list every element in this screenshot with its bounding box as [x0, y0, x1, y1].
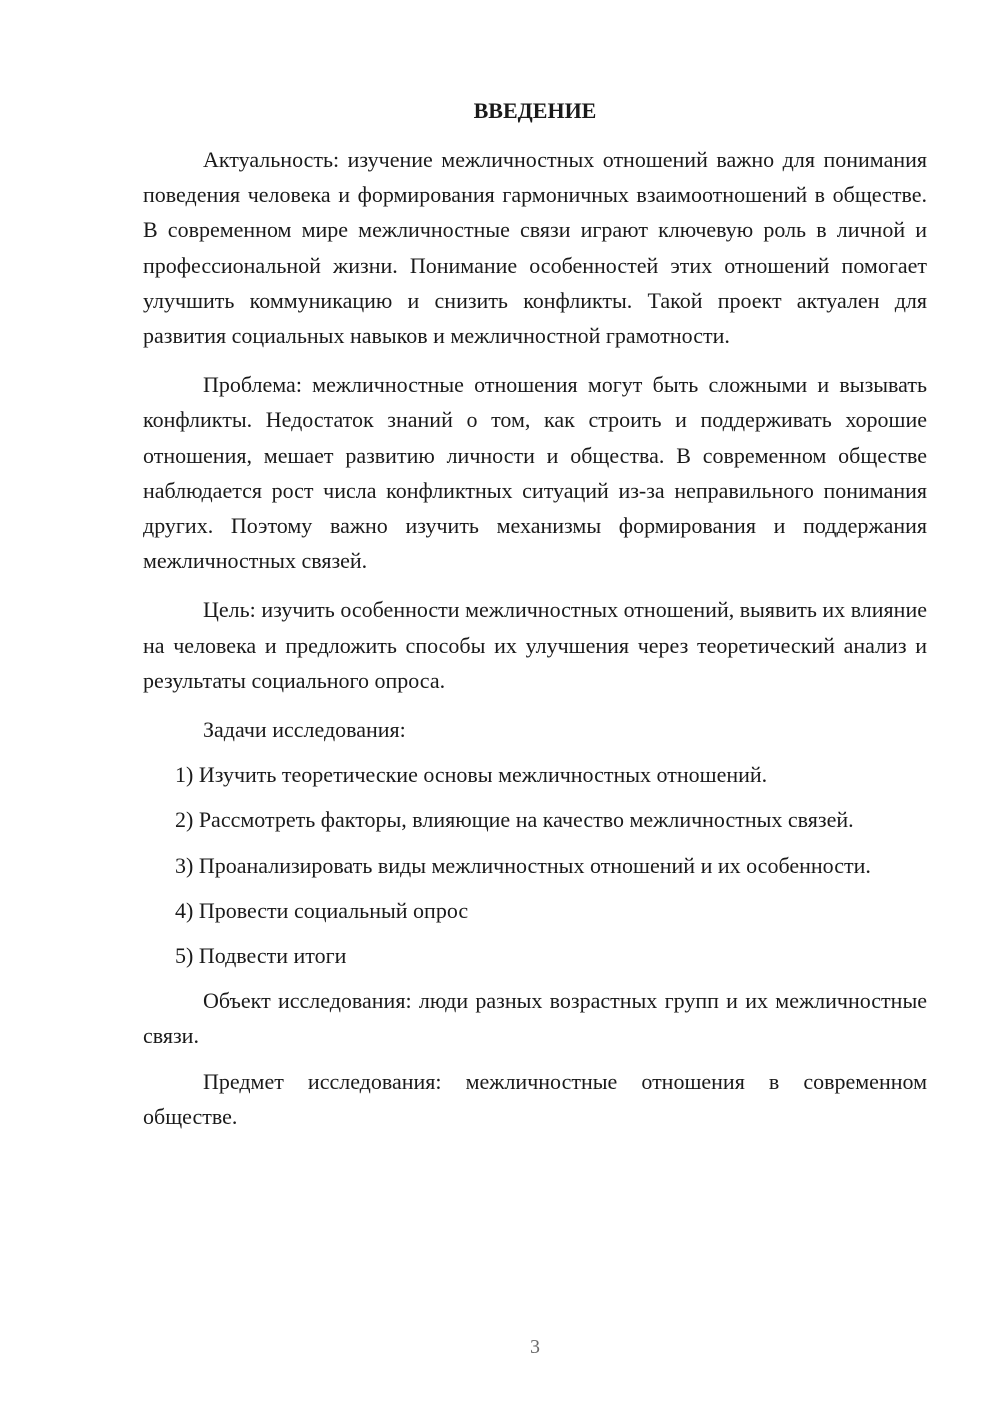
page-number: 3 — [530, 1336, 540, 1358]
paragraph-relevance: Актуальность: изучение межличностных отношений важно для понимания поведения человека и формирования гармоничных взаимоотношений в обществе. В современном мире межличностные связи играют ключевую роль в личной и профессиональной жизни. Понимание особенностей этих отношений помогает улучшить коммуникацию и снизить конфликты. Такой проект актуален для развития социальных навыков и межличностной грамотности. — [143, 147, 927, 349]
paragraph-object: Объект исследования: люди разных возрастных групп и их межличностные связи. — [143, 988, 927, 1049]
paragraph-goal: Цель: изучить особенности межличностных отношений, выявить их влияние на человека и предложить способы их улучшения через теоретический анализ и результаты социального опроса. — [143, 597, 927, 693]
paragraph-subject: Предмет исследования: межличностные отношения в современном обществе. — [143, 1068, 927, 1129]
task-item-4: 4) Провести социальный опрос — [175, 897, 469, 923]
task-item-3: 3) Проанализировать виды межличностных отношений и их особенности. — [175, 852, 871, 878]
task-item-1: 1) Изучить теоретические основы межличностных отношений. — [175, 762, 768, 788]
paragraph-problem: Проблема: межличностные отношения могут быть сложными и вызывать конфликты. Недостаток знаний о том, как строить и поддерживать хорошие отношения, мешает развитию личности и общества. В современном обществе наблюдается рост числа конфликтных ситуаций из-за неправильного понимания других. Поэтому важно изучить механизмы формирования и поддержания межличностных связей. — [143, 372, 927, 574]
task-item-5: 5) Подвести итоги — [175, 943, 347, 969]
body-text — [143, 142, 927, 1144]
task-item-2: 2) Рассмотреть факторы, влияющие на качество межличностных связей. — [175, 807, 854, 833]
section-title: ВВЕДЕНИЕ — [473, 98, 597, 123]
tasks-heading: Задачи исследования: — [203, 717, 406, 743]
